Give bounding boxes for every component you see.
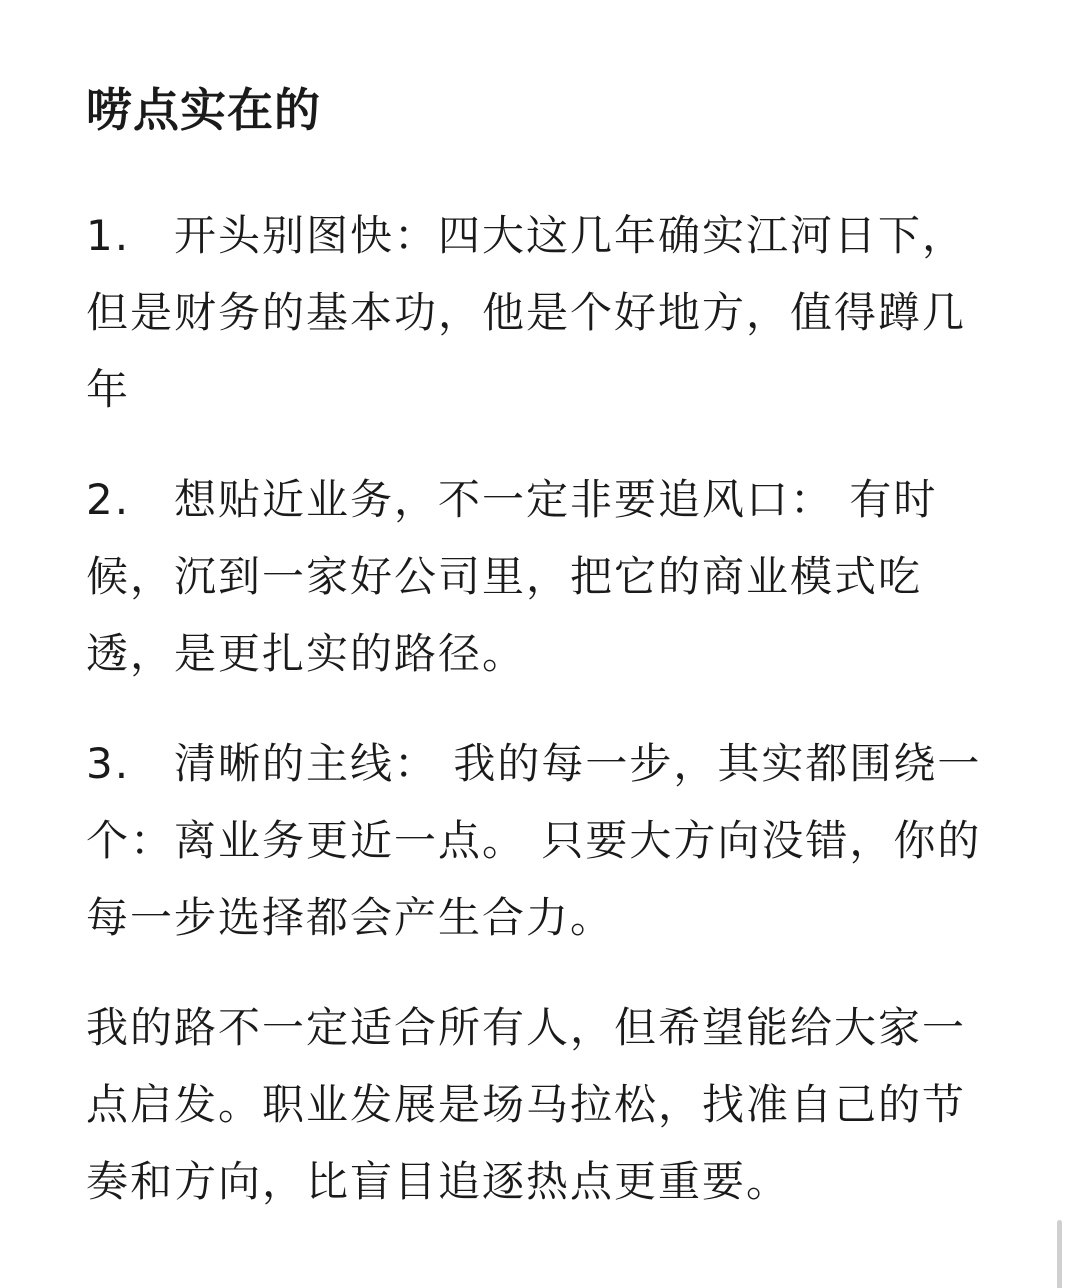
article-title: 唠点实在的 [86,83,321,137]
list-number: 3. [86,739,131,788]
list-item-3 [86,725,994,956]
list-item-2 [86,461,994,692]
list-text: 开头别图快：四大这几年确实江河日下，但是财务的基本功，他是个好地方，值得蹲几年 [86,211,967,414]
scrollbar[interactable] [1057,1220,1062,1288]
list-text: 想贴近业务，不一定非要追风口： 有时候，沉到一家好公司里，把它的商业模式吃透，是更扎实的路径。 [86,475,938,678]
list-number: 2. [86,475,131,524]
list-text: 清晰的主线： 我的每一步，其实都围绕一个：离业务更近一点。 只要大方向没错，你的每一步选择都会产生合力。 [86,739,982,942]
list-item-1 [86,197,994,428]
list-number: 1. [86,211,131,260]
closing-paragraph: 我的路不一定适合所有人，但希望能给大家一点启发。职业发展是场马拉松，找准自己的节奏和方向，比盲目追逐热点更重要。 [86,1003,967,1206]
